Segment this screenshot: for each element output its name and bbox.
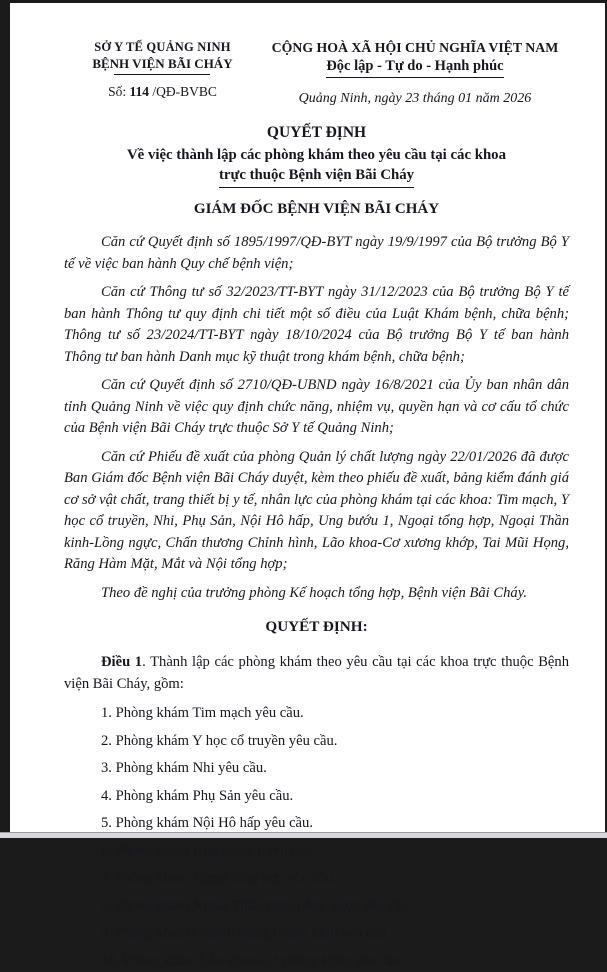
national-motto-block [261,39,569,107]
clinic-list-item: 3. Phòng khám Nhi yêu cầu. [101,760,267,776]
document-subject-line2: trực thuộc Bệnh viện Bãi Cháy [64,165,569,188]
preamble-paragraph: Căn cứ Phiếu đề xuất của phòng Quản lý chất lượng ngày 22/01/2026 đã được Ban Giám đốc Bệnh viện Bãi Cháy duyệt, kèm theo phiếu đề xuất, bảng kiểm đánh giá cơ sở vật chất, trang thiết bị y tế, nhân lực của phòng khám tại các khoa: Tim mạch, Y học cổ truyền, Nhi, Phụ Sản, Nội Hô hấp, Ung bướu 1, Ngoại tổng hợp, Ngoại Thần kinh-Lồng ngực, Chấn thương Chỉnh hình, Lão khoa-Cơ xương khớp, Tai Mũi Họng, Răng Hàm Mặt, Mắt và Nội tổng hợp; [64,448,569,572]
issuing-org-block [64,39,261,107]
document-number-value: 114 [129,84,149,99]
clinic-list-item: 8. Phòng khám Ngoại Thần kinh-Lồng ngực yêu cầu. [101,897,412,914]
document-title-block [64,124,569,218]
preamble-paragraph: Căn cứ Quyết định số 1895/1997/QĐ-BYT ngày 19/9/1997 của Bộ trưởng Bộ Y tế về việc ban hành Quy chế bệnh viện; [64,234,569,272]
clinic-list-item: 2. Phòng khám Y học cổ truyền yêu cầu. [101,732,338,749]
clinic-list-item: 1. Phòng khám Tim mạch yêu cầu. [101,705,304,721]
document-number [64,84,261,100]
decision-heading: QUYẾT ĐỊNH: [265,618,368,635]
preamble-paragraph: Theo đề nghị của trưởng phòng Kế hoạch tổng hợp, Bệnh viện Bãi Cháy. [101,584,528,601]
document-subject-line1: Về việc thành lập các phòng khám theo yêu cầu tại các khoa [127,147,506,163]
preamble-section [64,232,569,604]
org-hospital-name: BỆNH VIỆN BÃI CHÁY [92,56,233,71]
clinic-list-item: 10. Phòng khám Lão khoa-Cơ xương khớp yêu cầu. [101,952,404,969]
issuer-title: GIÁM ĐỐC BỆNH VIỆN BÃI CHÁY [193,201,440,217]
article-1-label: Điều 1 [101,654,143,670]
place-date-line: Quảng Ninh, ngày 23 tháng 01 năm 2026 [298,91,532,106]
document-type-title: QUYẾT ĐỊNH [266,124,367,141]
clinic-list-item: 6. Phòng khám Ung bướu 1 yêu cầu. [101,842,315,859]
scrollbar-horizontal[interactable] [0,832,607,838]
document-number-suffix: /QĐ-BVBC [148,84,217,99]
document-number-prefix: Số: [108,84,130,99]
org-underline-rule [114,74,210,75]
national-title: CỘNG HOÀ XÃ HỘI CHỦ NGHĨA VIỆT NAM [271,40,559,55]
clinic-list-item: 5. Phòng khám Nội Hô hấp yêu cầu. [101,815,313,831]
clinic-list-item: 9. Phòng khám Chấn thương Chỉnh hình yêu cầu. [101,925,390,941]
document-page [10,3,605,969]
article-1-lead-text: . Thành lập các phòng khám theo yêu cầu tại các khoa trực thuộc Bệnh viện Bãi Cháy, gồm: [64,654,569,692]
article-1-lead [64,652,569,695]
preamble-paragraph: Căn cứ Thông tư số 32/2023/TT-BYT ngày 31/12/2023 của Bộ trưởng Bộ Y tế ban hành Thông tư quy định chi tiết một số điều của Luật Khám bệnh, chữa bệnh; Thông tư số 23/2024/TT-BYT ngày 18/10/2024 của Bộ trưởng Bộ Y tế ban hành Thông tư ban hành Danh mục kỹ thuật trong khám bệnh, chữa bệnh; [64,284,569,365]
document-header [64,39,569,107]
org-parent-name: SỞ Y TẾ QUẢNG NINH [94,40,231,54]
clinic-list-item: 4. Phòng khám Phụ Sản yêu cầu. [101,787,294,804]
clinic-list-item: 7. Phòng khám Ngoại tổng hợp yêu cầu. [101,870,337,886]
national-motto: Độc lập - Tự do - Hạnh phúc [261,58,569,78]
preamble-paragraph: Căn cứ Quyết định số 2710/QĐ-UBND ngày 16/8/2021 của Ủy ban nhân dân tỉnh Quảng Ninh về việc quy định chức năng, nhiệm vụ, quyền hạn và cơ cấu tổ chức của Bệnh viện Bãi Cháy trực thuộc Sở Y tế Quảng Ninh; [64,377,569,436]
